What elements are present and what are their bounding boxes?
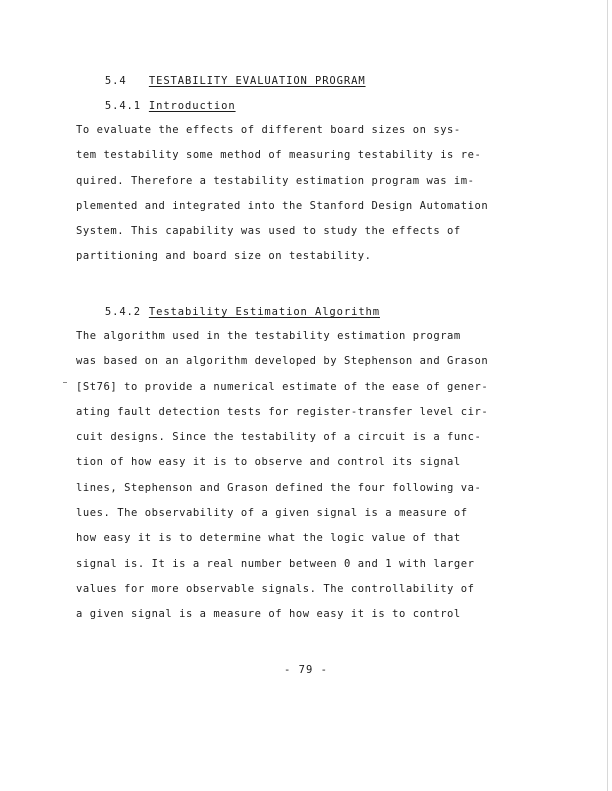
text-line: was based on an algorithm developed by Stephenson and Grason	[76, 355, 489, 368]
text-line: To evaluate the effects of different board sizes on sys-	[76, 124, 461, 136]
binding-mark	[63, 382, 67, 383]
text-line: cuit designs. Since the testability of a circuit is a func-	[76, 431, 482, 444]
text-line: signal is. It is a real number between 0 and 1 with larger	[76, 557, 475, 570]
text-line: partitioning and board size on testability.	[76, 250, 372, 263]
text-line: how easy it is to determine what the logic value of that	[76, 532, 461, 545]
page-number: - 79 -	[284, 664, 328, 676]
text-line: quired. Therefore a testability estimation program was im-	[76, 174, 475, 187]
text-line: values for more observable signals. The controllability of	[76, 582, 475, 595]
subsection-title: Testability Estimation Algorithm	[148, 306, 380, 318]
introduction-paragraph	[76, 118, 516, 270]
text-line: plemented and integrated into the Stanford Design Automation	[76, 199, 489, 212]
algorithm-paragraph	[76, 324, 516, 628]
subsection-title: Introduction	[148, 100, 236, 112]
subsection-number: 5.4.1	[104, 100, 141, 112]
section-number: 5.4	[104, 75, 127, 87]
text-line: tion of how easy it is to observe and control its signal	[76, 456, 461, 469]
text-line: ating fault detection tests for register-transfer level cir-	[76, 405, 489, 418]
text-line: a given signal is a measure of how easy it is to control	[76, 608, 461, 621]
text-line: The algorithm used in the testability estimation program	[76, 330, 461, 342]
text-line: tem testability some method of measuring testability is re-	[76, 149, 482, 162]
text-line: lines, Stephenson and Grason defined the four following va-	[76, 481, 482, 494]
section-title: TESTABILITY EVALUATION PROGRAM	[148, 75, 366, 87]
text-line: lues. The observability of a given signal is a measure of	[76, 507, 468, 520]
text-line: System. This capability was used to study the effects of	[76, 225, 461, 238]
text-line: [St76] to provide a numerical estimate of the ease of gener-	[76, 380, 489, 393]
subsection-number: 5.4.2	[104, 306, 141, 318]
